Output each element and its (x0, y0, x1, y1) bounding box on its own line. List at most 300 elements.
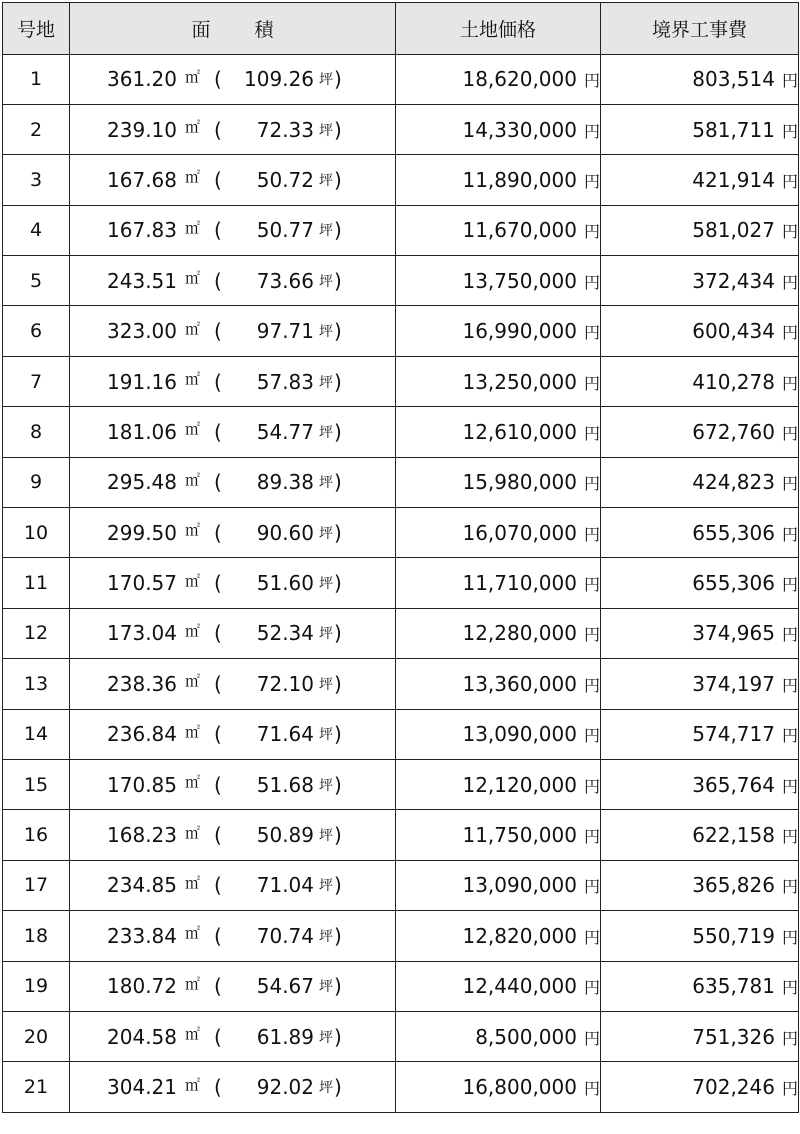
table-row (3, 54, 799, 104)
tsubo-unit: 坪 (319, 475, 334, 492)
yen-unit: 円 (781, 524, 798, 544)
table-row (3, 407, 799, 457)
land-price-value: 13,360,000 (462, 671, 577, 696)
land-price-cell (396, 356, 601, 406)
boundary-cost-value: 550,719 (692, 923, 775, 948)
area-sqm-value: 168.23 (107, 823, 177, 848)
table-row (3, 810, 799, 860)
paren-close: ) (334, 167, 342, 192)
sqm-unit: ㎡ (185, 621, 201, 640)
boundary-cost-value: 803,514 (692, 67, 775, 92)
yen-unit: 円 (583, 625, 600, 645)
area-sqm-value: 295.48 (107, 470, 177, 495)
boundary-cost-value: 421,914 (692, 167, 775, 192)
boundary-cost-cell (601, 54, 799, 104)
area-cell (70, 659, 396, 709)
lot-number: 2 (3, 104, 70, 154)
table-row (3, 256, 799, 306)
area-cell (70, 608, 396, 658)
area-tsubo-value: 51.68 (256, 772, 315, 797)
land-price-cell (396, 407, 601, 457)
yen-unit: 円 (781, 323, 798, 343)
tsubo-unit: 坪 (319, 777, 334, 794)
table-row (3, 1011, 799, 1061)
area-sqm-value: 180.72 (107, 974, 177, 999)
paren-open: ( (214, 167, 222, 192)
yen-unit: 円 (583, 373, 600, 393)
area-cell (70, 407, 396, 457)
table-row (3, 860, 799, 910)
land-price-value: 12,610,000 (462, 419, 577, 444)
sqm-unit: ㎡ (185, 722, 201, 741)
land-price-value: 13,090,000 (462, 722, 577, 747)
header-area-char-1: 面 (191, 18, 211, 41)
land-price-cell (396, 54, 601, 104)
tsubo-unit: 坪 (319, 828, 334, 845)
header-area-char-2: 積 (254, 18, 274, 41)
table-row (3, 608, 799, 658)
area-sqm-value: 170.85 (107, 772, 177, 797)
area-cell (70, 104, 396, 154)
tsubo-unit: 坪 (319, 324, 334, 341)
paren-open: ( (214, 369, 222, 394)
paren-close: ) (334, 722, 342, 747)
lot-number: 13 (3, 659, 70, 709)
area-sqm-value: 361.20 (107, 67, 177, 92)
boundary-cost-value: 672,760 (692, 419, 775, 444)
yen-unit: 円 (781, 272, 798, 292)
land-price-value: 11,670,000 (462, 218, 577, 243)
paren-close: ) (334, 117, 342, 142)
table-row (3, 1062, 799, 1112)
boundary-cost-cell (601, 457, 799, 507)
boundary-cost-value: 751,326 (692, 1024, 775, 1049)
sqm-unit: ㎡ (185, 873, 201, 892)
land-price-cell (396, 306, 601, 356)
yen-unit: 円 (781, 121, 798, 141)
lot-number: 4 (3, 205, 70, 255)
paren-open: ( (214, 319, 222, 344)
yen-unit: 円 (781, 423, 798, 443)
area-cell (70, 54, 396, 104)
yen-unit: 円 (583, 1028, 600, 1048)
area-sqm-value: 236.84 (107, 722, 177, 747)
yen-unit: 円 (583, 776, 600, 796)
boundary-cost-cell (601, 205, 799, 255)
yen-unit: 円 (583, 877, 600, 897)
paren-close: ) (334, 571, 342, 596)
sqm-unit: ㎡ (185, 571, 201, 590)
tsubo-unit: 坪 (319, 424, 334, 441)
lot-price-table (2, 2, 799, 1113)
tsubo-unit: 坪 (319, 172, 334, 189)
boundary-cost-cell (601, 1011, 799, 1061)
area-sqm-value: 323.00 (107, 319, 177, 344)
area-sqm-value: 238.36 (107, 671, 177, 696)
table-row (3, 659, 799, 709)
paren-open: ( (214, 621, 222, 646)
area-tsubo-value: 54.67 (256, 974, 315, 999)
lot-number: 8 (3, 407, 70, 457)
sqm-unit: ㎡ (185, 218, 201, 237)
area-tsubo-value: 97.71 (256, 319, 315, 344)
sqm-unit: ㎡ (185, 1075, 201, 1094)
area-tsubo-value: 71.04 (256, 873, 315, 898)
paren-close: ) (334, 1075, 342, 1099)
table-row (3, 759, 799, 809)
area-sqm-value: 181.06 (107, 419, 177, 444)
table-row (3, 508, 799, 558)
yen-unit: 円 (781, 474, 798, 494)
area-tsubo-value: 50.77 (256, 218, 315, 243)
boundary-cost-cell (601, 256, 799, 306)
sqm-unit: ㎡ (185, 118, 201, 137)
yen-unit: 円 (781, 222, 798, 242)
area-cell (70, 709, 396, 759)
paren-open: ( (214, 671, 222, 696)
area-cell (70, 155, 396, 205)
header-boundary-cost: 境界工事費 (601, 3, 799, 55)
lot-number: 18 (3, 911, 70, 961)
boundary-cost-value: 581,711 (692, 117, 775, 142)
boundary-cost-cell (601, 659, 799, 709)
area-cell (70, 810, 396, 860)
paren-open: ( (214, 923, 222, 948)
table-row (3, 205, 799, 255)
lot-number: 15 (3, 759, 70, 809)
boundary-cost-value: 372,434 (692, 268, 775, 293)
land-price-value: 16,070,000 (462, 520, 577, 545)
land-price-value: 15,980,000 (462, 470, 577, 495)
yen-unit: 円 (583, 171, 600, 191)
land-price-value: 13,090,000 (462, 873, 577, 898)
paren-close: ) (334, 419, 342, 444)
lot-number: 1 (3, 54, 70, 104)
paren-open: ( (214, 571, 222, 596)
boundary-cost-value: 374,197 (692, 671, 775, 696)
area-tsubo-value: 72.10 (256, 671, 315, 696)
paren-close: ) (334, 470, 342, 495)
boundary-cost-value: 702,246 (692, 1075, 775, 1099)
area-cell (70, 306, 396, 356)
paren-close: ) (334, 823, 342, 848)
table-row (3, 306, 799, 356)
yen-unit: 円 (781, 1028, 798, 1048)
sqm-unit: ㎡ (185, 319, 201, 338)
lot-number: 9 (3, 457, 70, 507)
area-sqm-value: 234.85 (107, 873, 177, 898)
yen-unit: 円 (583, 323, 600, 343)
area-sqm-value: 167.68 (107, 167, 177, 192)
paren-close: ) (334, 873, 342, 898)
paren-open: ( (214, 974, 222, 999)
boundary-cost-cell (601, 911, 799, 961)
land-price-cell (396, 256, 601, 306)
land-price-value: 11,710,000 (462, 571, 577, 596)
land-price-cell (396, 860, 601, 910)
paren-close: ) (334, 319, 342, 344)
yen-unit: 円 (781, 675, 798, 695)
lot-number: 12 (3, 608, 70, 658)
paren-close: ) (334, 671, 342, 696)
yen-unit: 円 (583, 978, 600, 998)
sqm-unit: ㎡ (185, 924, 201, 943)
land-price-value: 12,820,000 (462, 923, 577, 948)
yen-unit: 円 (583, 827, 600, 847)
boundary-cost-value: 574,717 (692, 722, 775, 747)
yen-unit: 円 (781, 1079, 798, 1098)
land-price-cell (396, 508, 601, 558)
paren-close: ) (334, 268, 342, 293)
boundary-cost-value: 600,434 (692, 319, 775, 344)
sqm-unit: ㎡ (185, 823, 201, 842)
tsubo-unit: 坪 (319, 878, 334, 895)
header-area (70, 3, 396, 55)
area-cell (70, 356, 396, 406)
sqm-unit: ㎡ (185, 521, 201, 540)
lot-number: 3 (3, 155, 70, 205)
header-land-price: 土地価格 (396, 3, 601, 55)
paren-open: ( (214, 1024, 222, 1049)
area-sqm-value: 170.57 (107, 571, 177, 596)
sqm-unit: ㎡ (185, 773, 201, 792)
lot-number: 5 (3, 256, 70, 306)
area-sqm-value: 233.84 (107, 923, 177, 948)
area-cell (70, 911, 396, 961)
land-price-cell (396, 558, 601, 608)
boundary-cost-value: 365,764 (692, 772, 775, 797)
yen-unit: 円 (583, 524, 600, 544)
table-row (3, 709, 799, 759)
yen-unit: 円 (781, 625, 798, 645)
land-price-value: 11,890,000 (462, 167, 577, 192)
lot-number: 7 (3, 356, 70, 406)
boundary-cost-cell (601, 104, 799, 154)
land-price-value: 18,620,000 (462, 67, 577, 92)
land-price-value: 13,750,000 (462, 268, 577, 293)
paren-open: ( (214, 268, 222, 293)
sqm-unit: ㎡ (185, 370, 201, 389)
tsubo-unit: 坪 (319, 727, 334, 744)
boundary-cost-value: 622,158 (692, 823, 775, 848)
area-sqm-value: 167.83 (107, 218, 177, 243)
area-sqm-value: 239.10 (107, 117, 177, 142)
boundary-cost-cell (601, 608, 799, 658)
area-sqm-value: 299.50 (107, 520, 177, 545)
lot-number: 16 (3, 810, 70, 860)
area-tsubo-value: 72.33 (256, 117, 315, 142)
area-tsubo-value: 50.89 (256, 823, 315, 848)
yen-unit: 円 (583, 675, 600, 695)
table-row (3, 356, 799, 406)
table-row (3, 911, 799, 961)
lot-number: 14 (3, 709, 70, 759)
lot-number: 17 (3, 860, 70, 910)
paren-close: ) (334, 1024, 342, 1049)
area-cell (70, 457, 396, 507)
boundary-cost-cell (601, 1062, 799, 1112)
sqm-unit: ㎡ (185, 1025, 201, 1044)
land-price-cell (396, 659, 601, 709)
yen-unit: 円 (781, 171, 798, 191)
area-tsubo-value: 90.60 (256, 520, 315, 545)
boundary-cost-cell (601, 961, 799, 1011)
area-cell (70, 256, 396, 306)
area-cell (70, 759, 396, 809)
boundary-cost-value: 374,965 (692, 621, 775, 646)
boundary-cost-value: 410,278 (692, 369, 775, 394)
tsubo-unit: 坪 (319, 1080, 334, 1096)
sqm-unit: ㎡ (185, 672, 201, 691)
tsubo-unit: 坪 (319, 928, 334, 945)
yen-unit: 円 (781, 575, 798, 595)
table-row (3, 155, 799, 205)
area-tsubo-value: 73.66 (256, 268, 315, 293)
area-sqm-value: 204.58 (107, 1024, 177, 1049)
area-tsubo-value: 54.77 (256, 419, 315, 444)
paren-close: ) (334, 772, 342, 797)
yen-unit: 円 (781, 827, 798, 847)
yen-unit: 円 (583, 726, 600, 746)
area-sqm-value: 173.04 (107, 621, 177, 646)
area-tsubo-value: 89.38 (256, 470, 315, 495)
yen-unit: 円 (781, 776, 798, 796)
boundary-cost-cell (601, 759, 799, 809)
land-price-value: 13,250,000 (462, 369, 577, 394)
area-tsubo-value: 61.89 (256, 1024, 315, 1049)
sqm-unit: ㎡ (185, 420, 201, 439)
area-cell (70, 508, 396, 558)
boundary-cost-value: 655,306 (692, 571, 775, 596)
paren-open: ( (214, 218, 222, 243)
land-price-value: 11,750,000 (462, 823, 577, 848)
paren-open: ( (214, 419, 222, 444)
tsubo-unit: 坪 (319, 979, 334, 996)
area-cell (70, 1062, 396, 1112)
yen-unit: 円 (583, 1079, 600, 1098)
paren-open: ( (214, 772, 222, 797)
paren-close: ) (334, 520, 342, 545)
tsubo-unit: 坪 (319, 72, 334, 89)
tsubo-unit: 坪 (319, 122, 334, 139)
sqm-unit: ㎡ (185, 974, 201, 993)
paren-open: ( (214, 117, 222, 142)
sqm-unit: ㎡ (185, 470, 201, 489)
table-body (3, 54, 799, 1112)
area-sqm-value: 191.16 (107, 369, 177, 394)
land-price-value: 14,330,000 (462, 117, 577, 142)
land-price-cell (396, 810, 601, 860)
area-cell (70, 860, 396, 910)
land-price-value: 16,990,000 (462, 319, 577, 344)
boundary-cost-cell (601, 508, 799, 558)
tsubo-unit: 坪 (319, 626, 334, 643)
land-price-cell (396, 104, 601, 154)
tsubo-unit: 坪 (319, 576, 334, 593)
boundary-cost-cell (601, 155, 799, 205)
land-price-cell (396, 709, 601, 759)
paren-open: ( (214, 873, 222, 898)
area-tsubo-value: 109.26 (244, 67, 315, 92)
sqm-unit: ㎡ (185, 67, 201, 86)
paren-close: ) (334, 67, 342, 92)
land-price-cell (396, 205, 601, 255)
yen-unit: 円 (583, 121, 600, 141)
tsubo-unit: 坪 (319, 273, 334, 290)
land-price-value: 8,500,000 (475, 1024, 577, 1049)
area-tsubo-value: 52.34 (256, 621, 315, 646)
table-row (3, 104, 799, 154)
area-cell (70, 961, 396, 1011)
yen-unit: 円 (583, 423, 600, 443)
land-price-value: 12,440,000 (462, 974, 577, 999)
lot-number: 20 (3, 1011, 70, 1061)
area-tsubo-value: 70.74 (256, 923, 315, 948)
paren-open: ( (214, 520, 222, 545)
lot-number: 11 (3, 558, 70, 608)
table-row (3, 961, 799, 1011)
tsubo-unit: 坪 (319, 223, 334, 240)
land-price-cell (396, 457, 601, 507)
yen-unit: 円 (781, 71, 798, 91)
boundary-cost-cell (601, 306, 799, 356)
area-cell (70, 558, 396, 608)
yen-unit: 円 (583, 222, 600, 242)
land-price-value: 12,280,000 (462, 621, 577, 646)
tsubo-unit: 坪 (319, 1029, 334, 1046)
yen-unit: 円 (781, 726, 798, 746)
yen-unit: 円 (583, 575, 600, 595)
sqm-unit: ㎡ (185, 269, 201, 288)
area-cell (70, 205, 396, 255)
land-price-cell (396, 759, 601, 809)
yen-unit: 円 (583, 474, 600, 494)
tsubo-unit: 坪 (319, 374, 334, 391)
area-sqm-value: 243.51 (107, 268, 177, 293)
land-price-cell (396, 961, 601, 1011)
area-cell (70, 1011, 396, 1061)
paren-close: ) (334, 218, 342, 243)
boundary-cost-cell (601, 356, 799, 406)
paren-open: ( (214, 67, 222, 92)
boundary-cost-cell (601, 860, 799, 910)
yen-unit: 円 (583, 71, 600, 91)
boundary-cost-value: 635,781 (692, 974, 775, 999)
area-sqm-value: 304.21 (107, 1075, 177, 1099)
paren-open: ( (214, 1075, 222, 1099)
boundary-cost-cell (601, 810, 799, 860)
yen-unit: 円 (781, 978, 798, 998)
paren-open: ( (214, 823, 222, 848)
yen-unit: 円 (781, 877, 798, 897)
paren-open: ( (214, 470, 222, 495)
yen-unit: 円 (583, 272, 600, 292)
area-tsubo-value: 92.02 (256, 1075, 315, 1099)
boundary-cost-value: 655,306 (692, 520, 775, 545)
land-price-cell (396, 155, 601, 205)
land-price-value: 12,120,000 (462, 772, 577, 797)
table-row (3, 558, 799, 608)
lot-number: 21 (3, 1062, 70, 1112)
land-price-cell (396, 1062, 601, 1112)
lot-number: 19 (3, 961, 70, 1011)
area-tsubo-value: 50.72 (256, 167, 315, 192)
land-price-cell (396, 608, 601, 658)
paren-close: ) (334, 369, 342, 394)
boundary-cost-value: 581,027 (692, 218, 775, 243)
area-tsubo-value: 57.83 (256, 369, 315, 394)
yen-unit: 円 (781, 373, 798, 393)
